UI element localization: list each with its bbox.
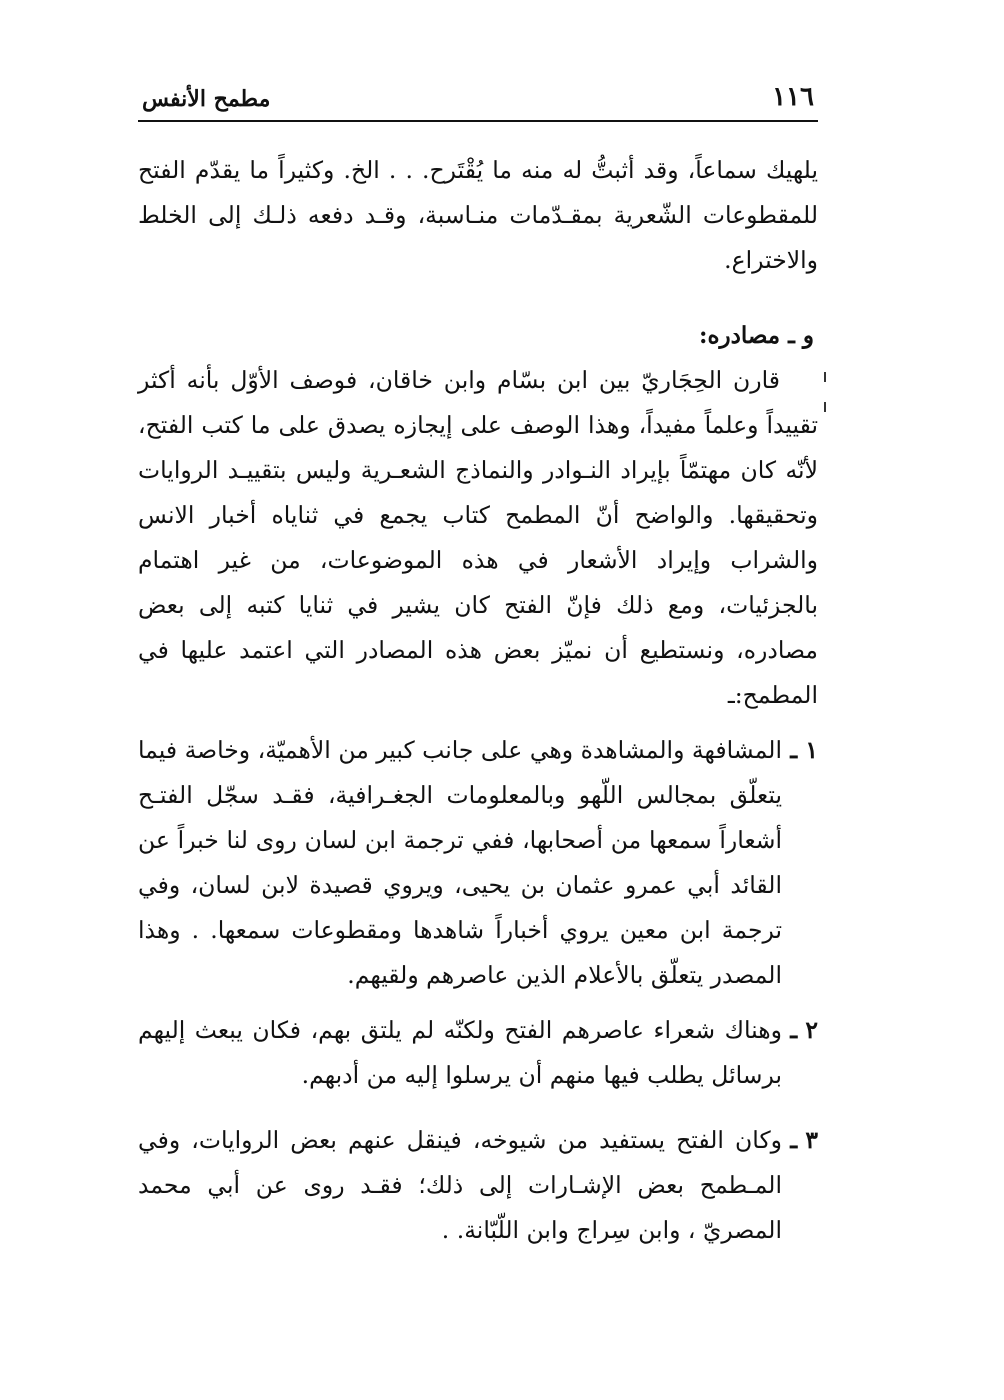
paragraph-intro: يلهيك سماعاً، وقد أثبتُّ له منه ما يُقْتَرح. . . الخ. وكثيراً ما يقدّم الفتح للمقطوعات الشّعرية بمقـدّمات منـاسبة، وقـد دفعه ذلـك إلى الخلط والاختراع. — [138, 156, 818, 274]
running-title: مطمح الأنفس — [142, 86, 271, 112]
page-header — [138, 78, 818, 122]
list-item-number: ٢ ـ — [790, 1016, 818, 1044]
list-item — [138, 1118, 818, 1253]
list-item — [138, 728, 818, 998]
list-item-text: وكان الفتح يستفيد من شيوخه، فينقل عنهم بعض الروايات، وفي المـطمح بعض الإشـارات إلى ذلك؛ فقـد روى عن أبي محمد المصريّ ، وابن سِراج وابن اللّبّانة. . — [138, 1126, 782, 1244]
list-item-number: ١ ـ — [790, 736, 818, 764]
margin-mark — [824, 402, 826, 412]
list-item-text: المشافهة والمشاهدة وهي على جانب كبير من الأهميّة، وخاصة فيما يتعلّق بمجالس اللّهو وبالمعلومات الجغـرافية، فقـد سجّل الفتـح أشعاراً سمعها من أصحابها، ففي ترجمة ابن لسان روى لنا خبراً عن القائد أبي عمرو عثمان بن يحيى، ويروي قصيدة لابن لسان، وفي ترجمة ابن معين يروي أخباراً شاهدها ومقطوعات سمعها. . وهذا المصدر يتعلّق بالأعلام الذين عاصرهم ولقيهم. — [138, 736, 782, 989]
margin-mark — [824, 372, 826, 382]
paragraph-sources: قارن الحِجَاريّ بين ابن بسّام وابن خاقان، فوصف الأوّل بأنه أكثر تقييداً وعلماً مفيداً، وهذا الوصف على إيجازه يصدق على ما كتب الفتح، لأنّه كان مهتمّاً بإيراد النـوادر والنماذج الشعـرية وليس بتقييـد الروايات وتحقيقها. والواضح أنّ المطمح كتاب يجمع في ثناياه أخبار الانس والشراب وإيراد الأشعار في هذه الموضوعات، من غير اهتمام بالجزئيات، ومع ذلك فإنّ الفتح كان يشير في ثنايا كتبه إلى بعض مصادره، ونستطيع أن نميّز بعض هذه المصادر التي اعتمد عليها في المطمح:ـ — [138, 366, 818, 709]
list-item-text: وهناك شعراء عاصرهم الفتح ولكنّه لم يلتق بهم، فكان يبعث إليهم برسائل يطلب فيها منهم أن يرسلوا إليه من أدبهم. — [138, 1016, 782, 1089]
list-item — [138, 1008, 818, 1098]
list-item-number: ٣ ـ — [790, 1126, 818, 1154]
page-number: ١١٦ — [772, 82, 814, 112]
section-heading: و ـ مصادره: — [698, 322, 814, 349]
